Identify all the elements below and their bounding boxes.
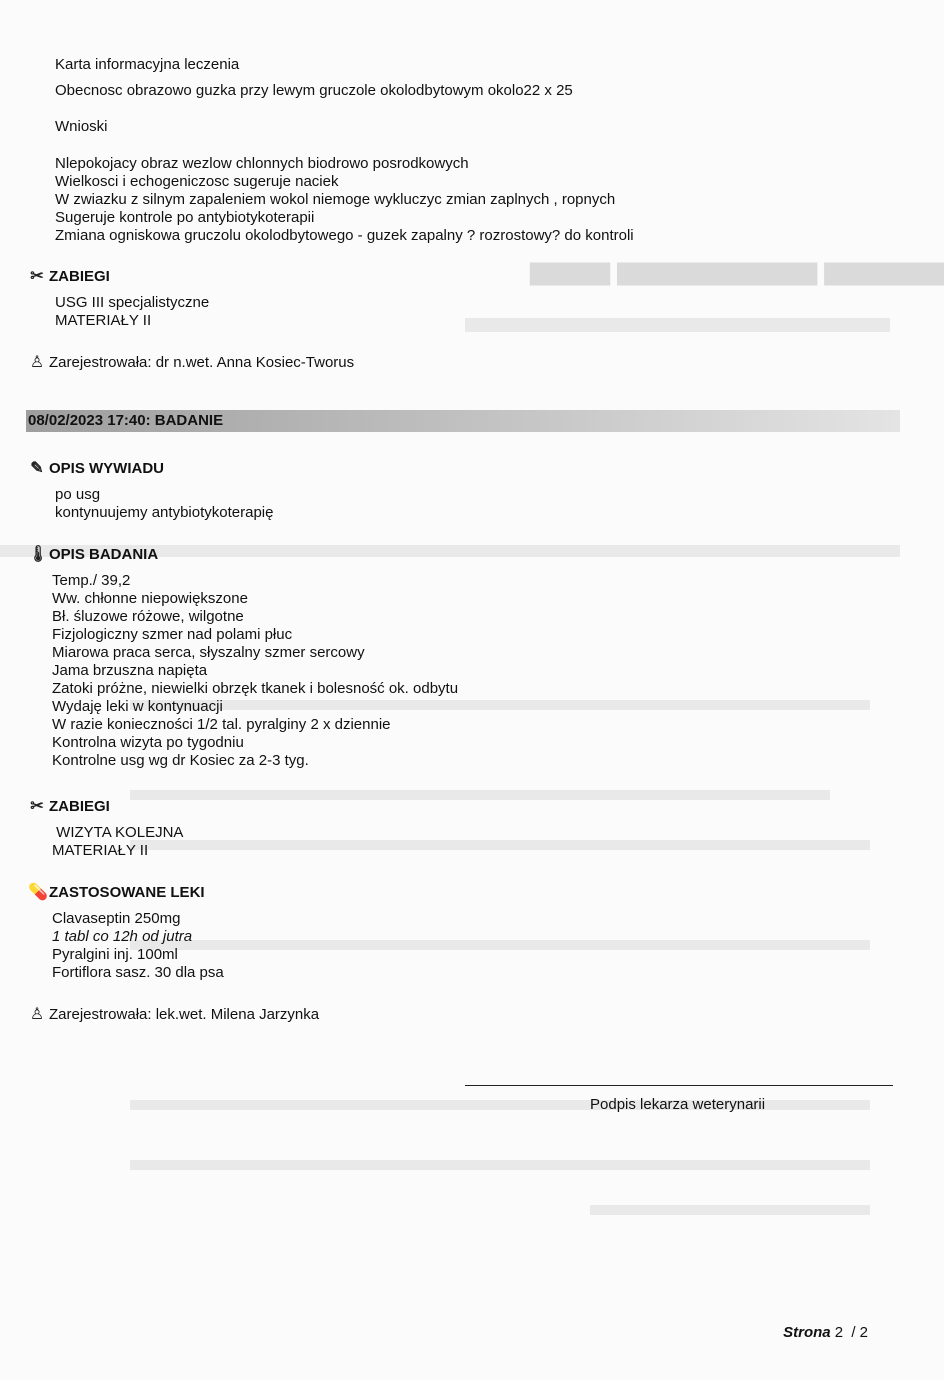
exam-item: Temp./ 39,2 <box>52 572 131 589</box>
conclusion-line: Zmiana ogniskowa gruczolu okolodbytowego - guzek zapalny ? rozrostowy? do kontroli <box>55 227 634 244</box>
conclusions-label: Wnioski <box>55 118 108 135</box>
registered-by <box>28 354 354 372</box>
drug-item: Pyralgini inj. 100ml <box>52 946 178 963</box>
procedures-heading-label: ZABIEGI <box>49 268 110 285</box>
signature-line <box>465 1085 893 1086</box>
procedure-item: MATERIAŁY II <box>52 842 149 859</box>
interview-heading <box>28 460 164 478</box>
pill-icon: 💊 <box>28 884 48 901</box>
procedures-heading-label: ZABIEGI <box>49 798 110 815</box>
thermometer-icon: 🌡 <box>28 546 49 563</box>
exam-item: Fizjologiczny szmer nad polami płuc <box>52 626 293 643</box>
registered-by-label: Zarejestrowała: dr n.wet. Anna Kosiec-Tworus <box>49 354 355 371</box>
exam-item: Kontrolna wizyta po tygodniu <box>52 734 244 751</box>
drug-item: Fortiflora sasz. 30 dla psa <box>52 964 224 981</box>
conclusion-line: Wielkosci i echogeniczosc sugeruje naciek <box>55 173 339 190</box>
procedures-heading <box>28 798 110 816</box>
visit-banner <box>26 410 900 432</box>
bleed-through-bar <box>465 318 890 332</box>
bleed-through-bar <box>130 840 870 850</box>
chat-icon: ✎ <box>30 460 44 477</box>
interview-item: kontynuujemy antybiotykoterapię <box>55 504 274 521</box>
interview-heading-label: OPIS WYWIADU <box>49 460 164 477</box>
user-icon: ♙ <box>29 354 45 371</box>
procedures-heading <box>28 268 110 286</box>
exam-item: Kontrolne usg wg dr Kosiec za 2-3 tyg. <box>52 752 309 769</box>
bleed-through-title: ▆▆▆▆ ▆▆▆▆▆▆▆▆▆▆ ▆▆▆▆▆▆ <box>530 255 944 285</box>
scissors-icon: ✂ <box>30 268 44 285</box>
exam-heading-label: OPIS BADANIA <box>49 546 159 563</box>
exam-item: Bł. śluzowe różowe, wilgotne <box>52 608 244 625</box>
drug-item: Clavaseptin 250mg <box>52 910 181 927</box>
exam-item: W razie konieczności 1/2 tal. pyralginy 2 x dziennie <box>52 716 391 733</box>
bleed-through-bar <box>590 1205 870 1215</box>
finding-line: Obecnosc obrazowo guzka przy lewym gruczole okolodbytowym okolo22 x 25 <box>55 82 573 99</box>
bleed-through-bar <box>130 940 870 950</box>
procedure-item: USG III specjalistyczne <box>55 294 210 311</box>
exam-item: Zatoki próżne, niewielki obrzęk tkanek i bolesność ok. odbytu <box>52 680 459 697</box>
visit-banner-label: 08/02/2023 17:40: BADANIE <box>28 412 224 429</box>
drug-dosage: 1 tabl co 12h od jutra <box>52 928 193 945</box>
page-separator: / <box>851 1324 856 1341</box>
page-number <box>783 1324 868 1342</box>
procedure-item: MATERIAŁY II <box>55 312 152 329</box>
conclusion-line: Sugeruje kontrole po antybiotykoterapii <box>55 209 315 226</box>
conclusion-line: W zwiazku z silnym zapaleniem wokol niemoge wykluczyc zmian zaplnych , ropnych <box>55 191 616 208</box>
exam-item: Ww. chłonne niepowiększone <box>52 590 248 607</box>
scissors-icon: ✂ <box>30 798 44 815</box>
drugs-heading <box>28 884 205 902</box>
page-current: 2 <box>834 1324 844 1341</box>
page-total: 2 <box>859 1324 868 1341</box>
drugs-heading-label: ZASTOSOWANE LEKI <box>49 884 205 901</box>
interview-item: po usg <box>55 486 101 503</box>
bleed-through-bar <box>130 790 830 800</box>
exam-item: Miarowa praca serca, słyszalny szmer sercowy <box>52 644 365 661</box>
bleed-through-bar <box>130 700 870 710</box>
document-title: Karta informacyjna leczenia <box>55 56 240 73</box>
conclusion-line: Nlepokojacy obraz wezlow chlonnych biodrowo posrodkowych <box>55 155 469 172</box>
exam-heading <box>28 546 158 564</box>
exam-item: Wydaję leki w kontynuacji <box>52 698 223 715</box>
page-label: Strona <box>783 1324 831 1341</box>
signature-label: Podpis lekarza weterynarii <box>590 1096 766 1113</box>
exam-item: Jama brzuszna napięta <box>52 662 208 679</box>
registered-by-label: Zarejestrowała: lek.wet. Milena Jarzynka <box>49 1006 320 1023</box>
bleed-through-bar <box>130 1160 870 1170</box>
registered-by <box>28 1006 319 1024</box>
user-icon: ♙ <box>29 1006 45 1023</box>
procedure-item: WIZYTA KOLEJNA <box>52 824 184 841</box>
